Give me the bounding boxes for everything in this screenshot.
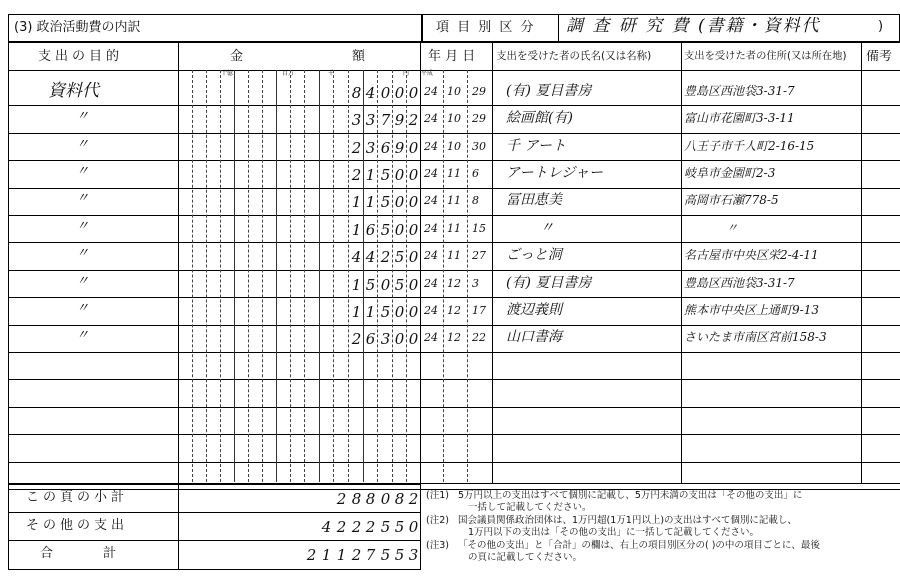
row-amount-digit: 5: [394, 248, 405, 267]
row-amount-digit: 2: [408, 111, 419, 130]
row-amount-digit: 3: [365, 111, 376, 130]
row-divider: [8, 407, 900, 408]
row-date-month: 11: [447, 194, 461, 208]
row-divider: [8, 242, 900, 243]
row-date-year: 24: [424, 166, 438, 180]
row-payee-address: 富山市花園町3-3-11: [684, 112, 795, 125]
row-amount-digit: 6: [365, 220, 376, 239]
amount-digit-divider: [333, 70, 334, 482]
row-amount-digit: 9: [394, 138, 405, 157]
row-amount-digit: 0: [380, 83, 391, 102]
row-date-year: 24: [424, 249, 438, 263]
row-purpose: 〃: [76, 246, 90, 262]
unit-mark-sen: 千: [328, 70, 335, 77]
row-payee-address: 高岡市石瀬778-5: [684, 194, 779, 207]
row-payee-name: 山口書海: [506, 329, 562, 346]
row-amount-digit: 5: [380, 220, 391, 239]
row-amount-digit: 1: [365, 302, 376, 321]
row-date-year: 24: [424, 194, 438, 208]
main-table: [8, 42, 900, 484]
total-digit: 5: [394, 518, 405, 536]
row-date-month: 10: [447, 84, 461, 98]
row-payee-address: 岐阜市金園町2-3: [684, 166, 776, 179]
category-value: 調 査 研 究 費 (書籍・資料代: [566, 16, 821, 36]
row-amount-digit: 0: [380, 275, 391, 294]
unit-mark-hyaku-man: 百万: [282, 70, 295, 77]
row-divider: [8, 325, 900, 326]
col-header-date: 年 月 日: [428, 49, 476, 64]
row-payee-name: 冨田恵美: [506, 192, 562, 209]
amount-digit-divider: [319, 70, 320, 482]
category-close-paren: ): [878, 19, 884, 34]
amount-digit-divider: [290, 70, 291, 482]
row-amount-digit: 9: [394, 111, 405, 130]
row-date-day: 15: [472, 221, 486, 235]
note-text: 5万円以上の支出はすべて個別に記載し、5万円未満の支出は「その他の支出」に: [458, 490, 803, 501]
row-amount-digit: 8: [351, 83, 362, 102]
row-date-month: 10: [447, 139, 461, 153]
row-amount-digit: 2: [380, 248, 391, 267]
row-amount-digit: 5: [380, 302, 391, 321]
row-amount-digit: 3: [351, 111, 362, 130]
total-digit: 1: [336, 546, 347, 564]
row-divider: [8, 133, 900, 134]
row-amount-digit: 0: [408, 330, 419, 349]
total-digit: 0: [380, 490, 391, 508]
row-purpose: 〃: [76, 163, 90, 179]
subtotal-label: この頁の小計: [26, 490, 129, 505]
total-digit: 8: [351, 490, 362, 508]
row-date-month: 12: [447, 276, 461, 290]
date-divider: [443, 70, 444, 482]
amount-digit-divider: [248, 70, 249, 482]
total-digit: 2: [408, 490, 419, 508]
row-amount-digit: 1: [351, 275, 362, 294]
note-label: (注1): [426, 490, 449, 501]
note-text: 一括して記載してください。: [468, 502, 592, 513]
row-amount-digit: 3: [365, 138, 376, 157]
row-payee-name: ごっと洞: [506, 247, 562, 264]
row-amount-digit: 4: [351, 248, 362, 267]
row-date-year: 24: [424, 84, 438, 98]
col-header-remarks: 備考: [866, 50, 893, 63]
amount-digit-divider: [234, 70, 235, 482]
row-divider: [8, 379, 900, 380]
total-digit: 1: [321, 546, 332, 564]
amount-digit-divider: [262, 70, 263, 482]
row-amount-digit: 0: [408, 165, 419, 184]
row-payee-address: 名古屋市中央区栄2-4-11: [684, 249, 819, 262]
row-date-year: 24: [424, 139, 438, 153]
row-purpose: 〃: [76, 109, 90, 125]
row-amount-digit: 0: [408, 275, 419, 294]
category-label: 項 目 別 区 分: [436, 20, 536, 35]
row-divider: [8, 297, 900, 298]
amount-digit-divider: [377, 70, 378, 482]
row-amount-digit: 0: [408, 302, 419, 321]
row-amount-digit: 1: [351, 193, 362, 212]
total-digit: 2: [351, 546, 362, 564]
row-date-month: 12: [447, 331, 461, 345]
note-label: (注3): [426, 540, 449, 551]
note-text: 国会議員関係政治団体は、1万円超(1万1円以上)の支出はすべて個別に記載し、: [458, 515, 797, 526]
row-date-day: 3: [472, 276, 479, 290]
row-amount-digit: 7: [380, 111, 391, 130]
total-label: 合 計: [40, 546, 125, 561]
row-amount-digit: 0: [408, 248, 419, 267]
total-digit: 0: [408, 518, 419, 536]
row-amount-digit: 0: [408, 83, 419, 102]
row-divider: [8, 270, 900, 271]
row-date-day: 6: [472, 166, 479, 180]
row-payee-name: 渡辺義則: [506, 301, 562, 318]
row-divider: [8, 352, 900, 353]
row-payee-address: 八王子市千人町2-16-15: [684, 139, 815, 152]
row-purpose: 〃: [76, 300, 90, 316]
row-amount-digit: 2: [351, 330, 362, 349]
note-text: 「その他の支出」と「合計」の欄は、右上の項目別区分の( )の中の項目ごとに、最後: [458, 540, 820, 551]
row-amount-digit: 5: [380, 193, 391, 212]
row-date-month: 10: [447, 112, 461, 126]
row-date-day: 27: [472, 249, 486, 263]
note-text: の頁に記載してください。: [468, 552, 583, 563]
row-amount-digit: 0: [394, 165, 405, 184]
row-divider: [8, 434, 900, 435]
note-text: 1万円以下の支出は「その他の支出」に一括して記載してください。: [468, 527, 760, 538]
total-digit: 5: [380, 546, 391, 564]
row-amount-digit: 1: [351, 302, 362, 321]
row-payee-name: アートレジャー: [506, 164, 603, 181]
col-header-payee-address: 支出を受けた者の住所(又は所在地): [684, 50, 847, 62]
row-amount-digit: 0: [394, 83, 405, 102]
row-payee-name: (有) 夏目書房: [506, 82, 592, 99]
row-date-year: 24: [424, 221, 438, 235]
section-title: (3) 政治活動費の内訳: [14, 20, 141, 35]
row-amount-digit: 0: [408, 193, 419, 212]
row-purpose: 〃: [76, 218, 90, 234]
row-divider: [8, 188, 900, 189]
amount-digit-divider: [304, 70, 305, 482]
row-date-day: 17: [472, 303, 486, 317]
total-digit: 2: [336, 490, 347, 508]
amount-digit-divider: [192, 70, 193, 482]
row-amount-digit: 0: [408, 138, 419, 157]
row-amount-digit: 1: [351, 220, 362, 239]
row-amount-digit: 4: [365, 83, 376, 102]
col-header-purpose: 支出の目的: [38, 49, 124, 64]
row-date-month: 12: [447, 303, 461, 317]
row-amount-digit: 1: [365, 165, 376, 184]
total-digit: 5: [380, 518, 391, 536]
row-date-day: 29: [472, 84, 486, 98]
row-divider: [8, 462, 900, 463]
row-payee-address: 〃: [726, 221, 739, 234]
row-amount-digit: 0: [408, 220, 419, 239]
row-payee-name: 千 アート: [506, 137, 567, 154]
row-payee-name: (有) 夏目書房: [506, 274, 592, 291]
row-date-year: 24: [424, 276, 438, 290]
amount-digit-divider: [348, 70, 349, 482]
row-date-day: 8: [472, 194, 479, 208]
row-divider: [8, 105, 900, 106]
col-header-amount-2: 額: [352, 49, 366, 64]
total-digit: 2: [351, 518, 362, 536]
row-amount-digit: 5: [394, 275, 405, 294]
row-purpose: 〃: [76, 191, 90, 207]
row-amount-digit: 2: [351, 138, 362, 157]
row-date-month: 11: [447, 249, 461, 263]
row-amount-digit: 6: [380, 138, 391, 157]
row-amount-digit: 0: [394, 330, 405, 349]
total-digit: 2: [336, 518, 347, 536]
amount-digit-divider: [276, 70, 277, 482]
row-date-year: 24: [424, 112, 438, 126]
amount-digit-divider: [220, 70, 221, 482]
row-payee-name: 絵画館(有): [506, 110, 573, 127]
row-date-day: 29: [472, 112, 486, 126]
row-amount-digit: 6: [365, 330, 376, 349]
total-digit: 2: [306, 546, 317, 564]
row-purpose: 資料代: [48, 80, 99, 101]
other-expenses-label: その他の支出: [26, 518, 129, 533]
col-header-payee-name: 支出を受けた者の氏名(又は名称): [496, 50, 652, 62]
row-date-year: 24: [424, 331, 438, 345]
row-amount-digit: 0: [394, 302, 405, 321]
row-amount-digit: 0: [394, 220, 405, 239]
unit-mark-en: 円: [403, 70, 410, 77]
row-amount-digit: 2: [351, 165, 362, 184]
total-digit: 4: [321, 518, 332, 536]
total-digit: 7: [365, 546, 376, 564]
row-divider: [8, 160, 900, 161]
row-date-month: 11: [447, 221, 461, 235]
row-purpose: 〃: [76, 136, 90, 152]
row-amount-digit: 4: [365, 248, 376, 267]
row-date-day: 22: [472, 331, 486, 345]
row-date-day: 30: [472, 139, 486, 153]
row-divider: [8, 215, 900, 216]
row-amount-digit: 5: [380, 165, 391, 184]
row-amount-digit: 5: [365, 275, 376, 294]
row-amount-digit: 0: [394, 193, 405, 212]
total-digit: 8: [365, 490, 376, 508]
row-payee-address: 熊本市中央区上通町9-13: [684, 303, 819, 316]
col-header-amount-1: 金: [230, 49, 244, 64]
total-digit: 3: [408, 546, 419, 564]
row-payee-name: 〃: [540, 219, 554, 236]
unit-mark-heisei: 平成: [421, 70, 434, 77]
row-date-month: 11: [447, 166, 461, 180]
amount-digit-divider: [206, 70, 207, 482]
row-payee-address: 豊島区西池袋3-31-7: [684, 276, 795, 289]
unit-mark-ju-oku: 十億: [221, 70, 234, 77]
row-payee-address: 豊島区西池袋3-31-7: [684, 84, 795, 97]
row-amount-digit: 3: [380, 330, 391, 349]
total-digit: 5: [394, 546, 405, 564]
row-date-year: 24: [424, 303, 438, 317]
row-purpose: 〃: [76, 328, 90, 344]
date-divider: [467, 70, 468, 482]
total-digit: 8: [394, 490, 405, 508]
row-purpose: 〃: [76, 273, 90, 289]
total-digit: 2: [365, 518, 376, 536]
row-amount-digit: 1: [365, 193, 376, 212]
note-label: (注2): [426, 515, 449, 526]
row-payee-address: さいたま市南区宮前158-3: [684, 331, 827, 344]
